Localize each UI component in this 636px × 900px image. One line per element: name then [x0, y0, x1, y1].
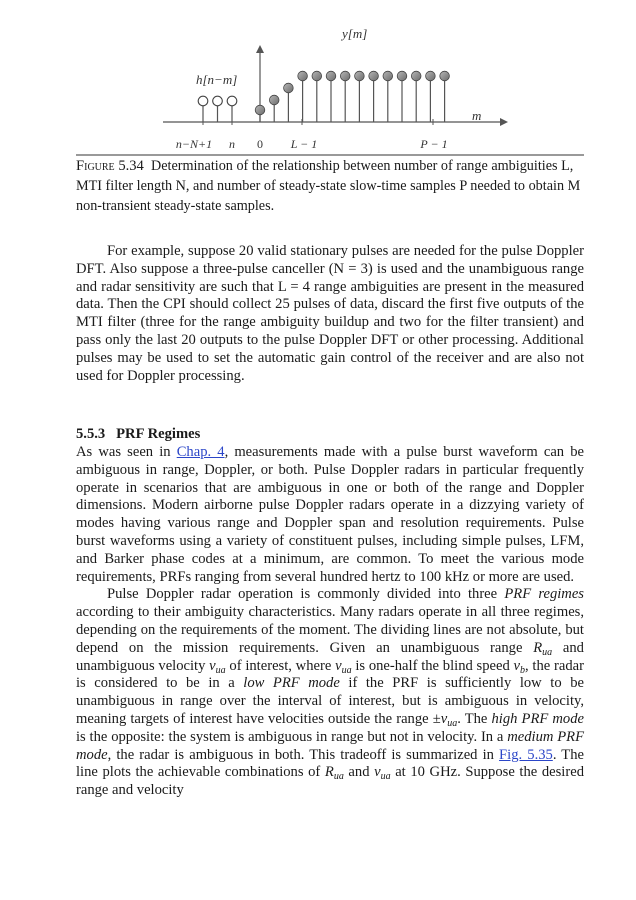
subscript-ua: ua — [341, 664, 352, 676]
filter-samples-group — [198, 96, 237, 122]
section-body — [76, 444, 584, 800]
subscript-ua: ua — [542, 646, 553, 658]
m-axis-arrow — [500, 118, 508, 126]
paragraph-chap4 — [76, 444, 584, 586]
output-sample-dot — [340, 71, 350, 81]
text-span: . The line plots the achievable combinations of — [76, 746, 584, 781]
chap-4-link[interactable]: Chap. 4 — [176, 444, 225, 460]
tick-label-n-N1: n−N+1 — [175, 137, 213, 151]
term-high-prf-mode: high PRF mode — [491, 710, 584, 727]
symbol-R: R — [533, 639, 543, 656]
tick-label-0: 0 — [257, 137, 263, 151]
figure-5-34-diagram — [0, 0, 636, 158]
caption-text: Determination of the relationship between number of range ambiguities L, MTI filter length N, and number of steady-state slow-time samples P needed to obtain M non-transient steady-state samples. — [76, 158, 581, 214]
paragraph-example-text: For example, suppose 20 valid stationary pulses are needed for the pulse Doppler DFT. Also suppose a three-pulse canceller (N = 3) is used and the unambiguous range and radar sensitivity are such that L = 4 range ambiguities are present in the measured data. Then the CPI should collect 25 pulses of data, discard the first five outputs of the MTI filter (three for the range ambiguity buildup and two for the filter transient) and pass only the last 20 outputs to the pulse Doppler DFT or other processing. Additional pulses may be used to set the automatic gain control of the receiver and are also not used for Doppler processing. — [76, 243, 584, 384]
filter-tap-circle — [213, 96, 223, 106]
text-span: As was seen in — [76, 444, 177, 460]
subscript-ua: ua — [215, 664, 226, 676]
tick-label-n: n — [229, 137, 235, 151]
tick-label-L-1: L − 1 — [290, 137, 318, 151]
symbol-v: v — [374, 764, 381, 781]
label-y-m: y[m] — [342, 26, 368, 41]
text-span: and — [343, 764, 375, 781]
output-sample-dot — [411, 71, 421, 81]
output-sample-dot — [383, 71, 393, 81]
subscript-ua: ua — [333, 771, 344, 783]
text-span: is the opposite: the system is ambiguous in range but not in velocity. In a — [76, 728, 508, 745]
paragraph-prf-regimes — [76, 586, 584, 800]
text-span: according to their ambiguity characteristics. Many radars operate in all three regimes, depending on the requirements of the moment. The dividing lines are not absolute, but depend on the mission requirements. Given an unambiguous range — [76, 604, 584, 656]
output-sample-dot — [355, 71, 365, 81]
filter-tap-circle — [227, 96, 237, 106]
text-span: Pulse Doppler radar operation is commonly divided into three — [107, 586, 505, 603]
section-heading — [76, 426, 200, 443]
symbol-v: v — [513, 657, 521, 674]
tick-label-P-1: P − 1 — [420, 137, 448, 151]
text-span: , the radar is ambiguous in both. This tradeoff is summarized in — [107, 746, 500, 763]
text-span: at 10 GHz. Suppose the desired range and velocity — [76, 764, 584, 799]
symbol-v: v — [209, 657, 216, 674]
subscript-b: b — [520, 664, 526, 676]
text-span: and unambiguous velocity — [76, 639, 584, 674]
text-span: . The — [457, 710, 492, 727]
symbol-v: v — [335, 657, 342, 674]
section-title: PRF Regimes — [116, 426, 201, 442]
text-span: is one-half the blind speed — [351, 657, 514, 674]
term-medium-prf-mode: medium PRF mode — [76, 728, 584, 763]
output-sample-dot — [255, 105, 265, 115]
filter-tap-circle — [198, 96, 208, 106]
text-span: , measurements made with a pulse burst waveform can be ambiguous in range, Doppler, or both. Pulse Doppler radars in particular frequently operate in scenarios that are ambiguous in one or both of the range and Doppler dimensions. Modern airborne pulse Doppler radars operate in a dizzying variety of modes having various range and Doppler span and resolution requirements. Pulse burst waveforms using a variety of constituent pulses, including simple pulses, LFM, and Barker phase codes at a minimum, are common. To meet the various mode requirements, PRFs ranging from several hundred hertz to 100 kHz or more are used. — [76, 444, 584, 585]
output-sample-dot — [369, 71, 379, 81]
paragraph-example — [76, 243, 584, 385]
label-m: m — [472, 108, 482, 123]
label-h-n-m: h[n−m] — [196, 72, 238, 87]
output-sample-dot — [298, 71, 308, 81]
fig-5-35-link[interactable]: Fig. 5.35 — [499, 746, 553, 763]
symbol-R: R — [324, 764, 334, 781]
output-sample-dot — [312, 71, 322, 81]
output-sample-dot — [326, 71, 336, 81]
caption-label: Figure 5.34 — [76, 158, 144, 174]
output-samples-group — [255, 71, 449, 122]
output-sample-dot — [397, 71, 407, 81]
subscript-ua: ua — [447, 717, 458, 729]
text-span: if the PRF is sufficiently low to be unambiguous in range over the interval of interest, but is ambiguous in velocity, meaning targets of interest have velocities outside the range ± — [76, 675, 584, 727]
symbol-v: v — [440, 710, 448, 727]
figure-caption — [76, 156, 582, 216]
section-number: 5.5.3 — [76, 426, 106, 442]
text-span: , the radar is considered to be in a — [76, 657, 584, 692]
output-sample-dot — [426, 71, 436, 81]
term-prf-regimes: PRF regimes — [504, 586, 584, 603]
output-sample-dot — [440, 71, 450, 81]
vertical-axis-arrow — [256, 45, 264, 53]
text-span: of interest, where — [225, 657, 336, 674]
output-sample-dot — [269, 95, 279, 105]
term-low-prf-mode: low PRF mode — [243, 675, 340, 692]
subscript-ua: ua — [380, 771, 391, 783]
output-sample-dot — [284, 83, 294, 93]
